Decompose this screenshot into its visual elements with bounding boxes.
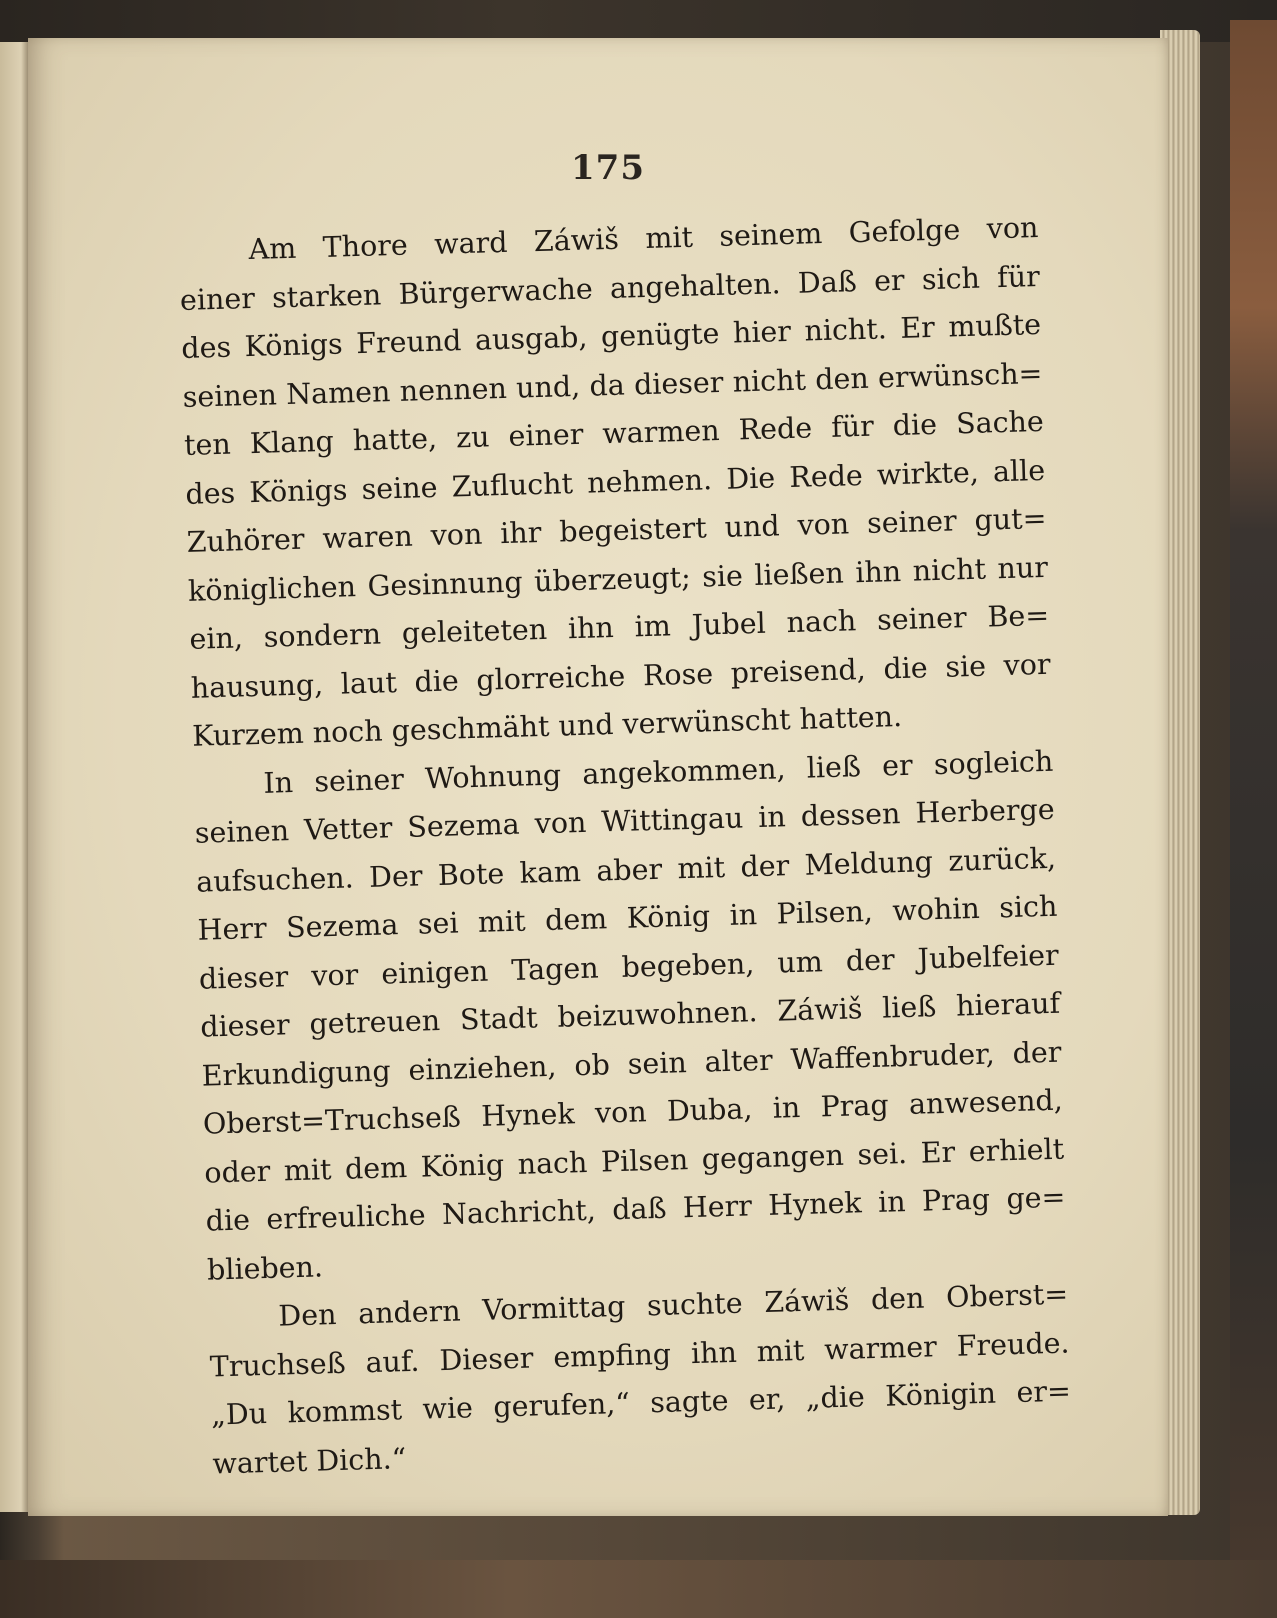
- text-line: seinen Namen nennen und, da dieser nicht den erwünsch=: [182, 356, 1043, 414]
- text-line: „Du kommst wie gerufen,“ sagte er, „die Königin er=: [210, 1374, 1072, 1432]
- paragraph-2: [193, 737, 1068, 1294]
- paragraph-1: [178, 204, 1053, 761]
- page-text: [178, 204, 1073, 1489]
- text-line: ten Klang hatte, zu einer warmen Rede für die Sache: [183, 404, 1045, 462]
- text-line: In seiner Wohnung angekommen, ließ er sogleich: [263, 744, 1054, 800]
- text-line: Den andern Vormittag suchte Záwiš den Oberst=: [277, 1277, 1069, 1333]
- text-line: Truchseß auf. Dieser empfing ihn mit warmer Freude.: [209, 1326, 1070, 1384]
- book-cover-top: [0, 0, 1277, 42]
- book-cover-bottom: [0, 1560, 1277, 1618]
- text-line: des Königs seine Zuflucht nehmen. Die Rede wirkte, alle: [184, 453, 1046, 511]
- text-line: seinen Vetter Sezema von Wittingau in dessen Herberge: [194, 792, 1056, 850]
- text-line: Erkundigung einziehen, ob sein alter Waffenbruder, der: [201, 1035, 1062, 1093]
- text-line: oder mit dem König nach Pilsen gegangen sei. Er erhielt: [203, 1132, 1065, 1190]
- left-page-edge: [0, 42, 30, 1512]
- text-line: einer starken Bürgerwache angehalten. Daß er sich für: [179, 259, 1041, 317]
- text-line: blieben.: [206, 1249, 324, 1287]
- text-line: dieser getreuen Stadt beizuwohnen. Záwiš ließ hierauf: [199, 986, 1061, 1044]
- text-line: Oberst=Truchseß Hynek von Duba, in Prag anwesend,: [202, 1083, 1064, 1141]
- text-line: wartet Dich.“: [212, 1441, 407, 1481]
- text-line: Am Thore ward Záwiš mit seinem Gefolge von: [248, 210, 1039, 267]
- page-number: 175: [571, 148, 645, 188]
- text-line: königlichen Gesinnung überzeugt; sie ließen ihn nicht nur: [187, 550, 1049, 608]
- text-line: dieser vor einigen Tagen begeben, um der Jubelfeier: [198, 938, 1060, 996]
- book-cover-right: [1230, 20, 1277, 1618]
- text-line: hausung, laut die glorreiche Rose preisend, die sie vor: [190, 647, 1051, 705]
- text-line: aufsuchen. Der Bote kam aber mit der Meldung zurück,: [195, 841, 1057, 899]
- text-line: Zuhörer waren von ihr begeistert und von seiner gut=: [186, 501, 1047, 559]
- text-line: die erfreuliche Nachricht, daß Herr Hynek in Prag ge=: [205, 1180, 1066, 1238]
- text-line: des Königs Freund ausgab, genügte hier nicht. Er mußte: [180, 307, 1042, 365]
- book-page: [28, 38, 1168, 1516]
- text-line: Kurzem noch geschmäht und verwünscht hatten.: [191, 699, 903, 753]
- text-line: Herr Sezema sei mit dem König in Pilsen, wohin sich: [197, 889, 1058, 947]
- paragraph-3: [208, 1271, 1073, 1489]
- text-line: ein, sondern geleiteten ihn im Jubel nach seiner Be=: [189, 598, 1050, 656]
